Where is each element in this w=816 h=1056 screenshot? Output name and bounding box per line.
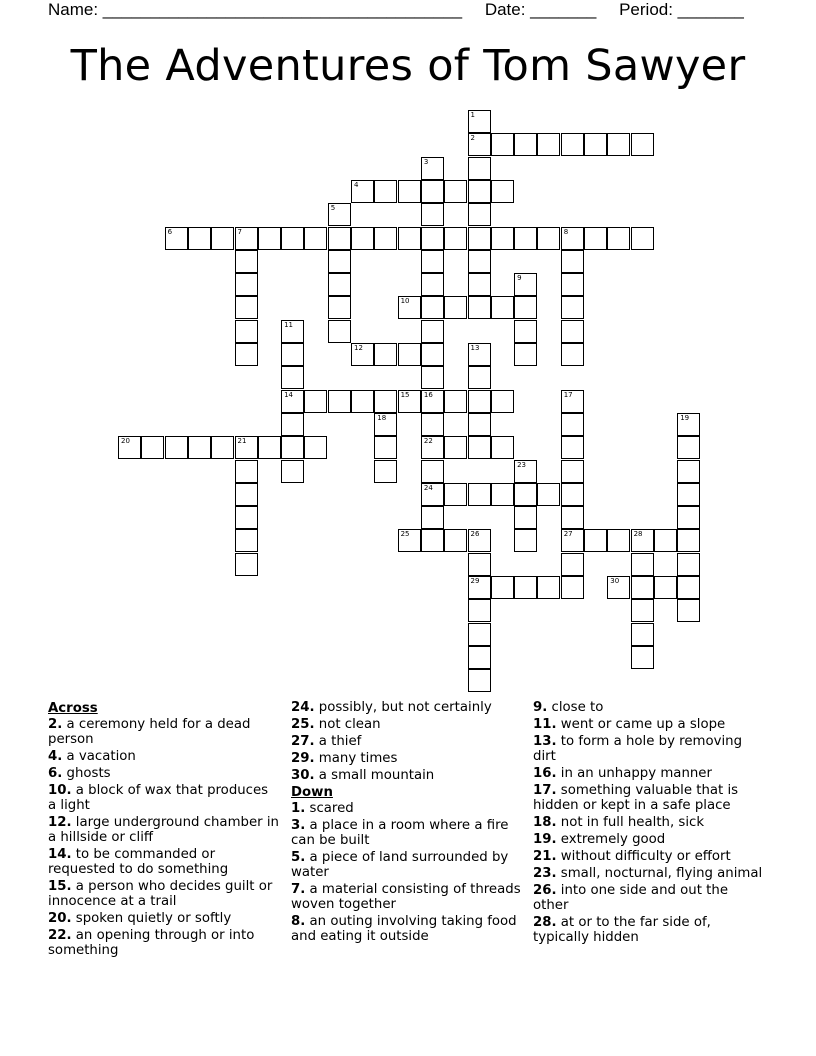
grid-cell[interactable] — [444, 227, 467, 250]
clue-number: 23. — [533, 866, 557, 881]
grid-cell[interactable] — [444, 529, 467, 552]
grid-cell[interactable] — [118, 436, 141, 459]
grid-cell[interactable] — [421, 203, 444, 226]
down-clue — [533, 915, 765, 945]
down-clue — [533, 766, 765, 781]
clue-text: large underground chamber in a hillside or cliff — [48, 815, 279, 845]
grid-cell[interactable] — [235, 460, 258, 483]
grid-cell[interactable] — [281, 366, 304, 389]
grid-cell[interactable] — [468, 227, 491, 250]
grid-cell[interactable] — [468, 133, 491, 156]
grid-cell[interactable] — [468, 599, 491, 622]
grid-cell[interactable] — [188, 227, 211, 250]
clue-text: not clean — [314, 717, 381, 732]
grid-cell[interactable] — [514, 483, 537, 506]
grid-cell[interactable] — [491, 576, 514, 599]
grid-cell[interactable] — [491, 436, 514, 459]
grid-cell[interactable] — [537, 576, 560, 599]
grid-cell[interactable] — [537, 227, 560, 250]
grid-cell[interactable] — [468, 646, 491, 669]
grid-cell[interactable] — [235, 343, 258, 366]
cell-number: 18 — [377, 413, 387, 422]
clue-number: 11. — [533, 717, 557, 732]
grid-cell[interactable] — [304, 436, 327, 459]
grid-cell[interactable] — [328, 320, 351, 343]
down-clue — [291, 914, 523, 944]
clue-number: 21. — [533, 849, 557, 864]
grid-cell[interactable] — [235, 320, 258, 343]
grid-cell[interactable] — [281, 460, 304, 483]
cell-number: 25 — [400, 530, 410, 539]
grid-cell[interactable] — [468, 366, 491, 389]
clue-text: a block of wax that produces a light — [48, 783, 269, 813]
clue-text: a vacation — [62, 749, 136, 764]
grid-cell[interactable] — [235, 296, 258, 319]
cell-number: 3 — [423, 157, 429, 166]
down-clue — [533, 832, 765, 847]
grid-cell[interactable] — [491, 390, 514, 413]
down-clue — [291, 850, 523, 880]
cell-number: 10 — [400, 297, 410, 306]
grid-cell[interactable] — [561, 436, 584, 459]
period-field[interactable]: Period: _______ — [619, 0, 744, 19]
clue-text: to form a hole by removing dirt — [533, 734, 743, 764]
across-clue — [48, 717, 280, 747]
across-heading: Across — [48, 701, 98, 716]
clue-number: 1. — [291, 801, 306, 816]
grid-cell[interactable] — [561, 390, 584, 413]
grid-cell[interactable] — [584, 227, 607, 250]
grid-cell[interactable] — [141, 436, 164, 459]
clue-text: not in full health, sick — [556, 815, 705, 830]
cell-number: 19 — [680, 413, 690, 422]
clue-text: a place in a room where a fire can be built — [291, 818, 509, 848]
across-clue — [48, 783, 280, 813]
down-clue — [291, 818, 523, 848]
grid-cell[interactable] — [631, 133, 654, 156]
grid-cell[interactable] — [514, 320, 537, 343]
grid-cell[interactable] — [491, 227, 514, 250]
grid-cell[interactable] — [654, 576, 677, 599]
clue-number: 17. — [533, 783, 557, 798]
clue-text: a small mountain — [314, 768, 435, 783]
grid-cell[interactable] — [444, 296, 467, 319]
grid-cell[interactable] — [281, 413, 304, 436]
grid-cell[interactable] — [281, 390, 304, 413]
across-clue — [48, 928, 280, 958]
cell-number: 16 — [423, 390, 433, 399]
cell-number: 28 — [633, 530, 643, 539]
grid-cell[interactable] — [281, 227, 304, 250]
grid-cell[interactable] — [281, 320, 304, 343]
cell-number: 8 — [563, 227, 569, 236]
clue-number: 18. — [533, 815, 557, 830]
grid-cell[interactable] — [281, 436, 304, 459]
grid-cell[interactable] — [421, 436, 444, 459]
grid-cell[interactable] — [561, 227, 584, 250]
cell-number: 17 — [563, 390, 573, 399]
grid-cell[interactable] — [258, 436, 281, 459]
grid-cell[interactable] — [421, 227, 444, 250]
grid-cell[interactable] — [235, 436, 258, 459]
clue-text: scared — [305, 801, 354, 816]
clue-number: 2. — [48, 717, 63, 732]
grid-cell[interactable] — [188, 436, 211, 459]
grid-cell[interactable] — [677, 413, 700, 436]
cell-number: 24 — [423, 483, 433, 492]
grid-cell[interactable] — [677, 436, 700, 459]
grid-cell[interactable] — [421, 296, 444, 319]
grid-cell[interactable] — [468, 250, 491, 273]
clue-text: without difficulty or effort — [556, 849, 731, 864]
grid-cell[interactable] — [421, 460, 444, 483]
grid-cell[interactable] — [444, 390, 467, 413]
grid-cell[interactable] — [631, 599, 654, 622]
cell-number: 1 — [470, 111, 475, 119]
clue-text: a ceremony held for a dead person — [48, 717, 251, 747]
grid-cell[interactable] — [374, 227, 397, 250]
grid-cell[interactable] — [398, 227, 421, 250]
clue-number: 20. — [48, 911, 72, 926]
grid-cell[interactable] — [165, 436, 188, 459]
clue-number: 28. — [533, 915, 557, 930]
grid-cell[interactable] — [491, 180, 514, 203]
grid-cell[interactable] — [468, 157, 491, 180]
grid-cell[interactable] — [561, 529, 584, 552]
grid-cell[interactable] — [235, 250, 258, 273]
grid-cell[interactable] — [631, 646, 654, 669]
down-clue — [533, 815, 765, 830]
clue-text: ghosts — [62, 766, 111, 781]
grid-cell[interactable] — [351, 180, 374, 203]
grid-cell[interactable] — [235, 483, 258, 506]
clue-number: 26. — [533, 883, 557, 898]
down-clue — [533, 866, 765, 881]
grid-cell[interactable] — [304, 390, 327, 413]
grid-cell[interactable] — [374, 343, 397, 366]
grid-cell[interactable] — [421, 413, 444, 436]
across-clue — [291, 768, 523, 783]
down-clue — [291, 882, 523, 912]
grid-cell[interactable] — [514, 576, 537, 599]
clue-number: 27. — [291, 734, 315, 749]
grid-cell[interactable] — [561, 413, 584, 436]
cell-number: 5 — [330, 204, 336, 213]
clue-number: 9. — [533, 700, 548, 715]
grid-cell[interactable] — [677, 529, 700, 552]
down-heading: Down — [291, 785, 333, 800]
cell-number: 6 — [167, 227, 173, 236]
grid-cell[interactable] — [677, 460, 700, 483]
clue-text: went or came up a slope — [556, 717, 726, 732]
grid-cell[interactable] — [468, 576, 491, 599]
grid-cell[interactable] — [374, 460, 397, 483]
grid-cell[interactable] — [561, 343, 584, 366]
clue-number: 14. — [48, 847, 72, 862]
across-clue — [48, 766, 280, 781]
cell-number: 4 — [354, 180, 359, 189]
grid-cell[interactable] — [398, 529, 421, 552]
grid-cell[interactable] — [514, 273, 537, 296]
grid-cell[interactable] — [444, 180, 467, 203]
clue-number: 29. — [291, 751, 315, 766]
cell-number: 7 — [237, 227, 242, 236]
clue-text: into one side and out the other — [533, 883, 728, 913]
grid-cell[interactable] — [421, 343, 444, 366]
grid-cell[interactable] — [468, 436, 491, 459]
puzzle-title: The Adventures of Tom Sawyer — [70, 41, 746, 91]
grid-cell[interactable] — [631, 529, 654, 552]
grid-cell[interactable] — [514, 227, 537, 250]
clue-number: 6. — [48, 766, 63, 781]
grid-cell[interactable] — [607, 227, 630, 250]
grid-cell[interactable] — [537, 133, 560, 156]
cell-number: 20 — [121, 437, 130, 446]
clues-column-1 — [48, 700, 280, 960]
grid-cell[interactable] — [631, 623, 654, 646]
grid-cell[interactable] — [607, 529, 630, 552]
grid-cell[interactable] — [235, 227, 258, 250]
grid-cell[interactable] — [468, 343, 491, 366]
grid-cell[interactable] — [328, 227, 351, 250]
grid-cell[interactable] — [677, 599, 700, 622]
grid-cell[interactable] — [468, 623, 491, 646]
grid-cell[interactable] — [607, 576, 630, 599]
cell-number: 13 — [470, 344, 480, 352]
clue-text: to be commanded or requested to do something — [48, 847, 229, 877]
grid-cell[interactable] — [514, 296, 537, 319]
grid-cell[interactable] — [398, 343, 421, 366]
grid-cell[interactable] — [421, 157, 444, 180]
grid-cell[interactable] — [468, 413, 491, 436]
date-field[interactable]: Date: _______ — [484, 0, 597, 19]
clues-column-3 — [533, 700, 765, 947]
grid-cell[interactable] — [444, 483, 467, 506]
grid-cell[interactable] — [165, 227, 188, 250]
grid-cell[interactable] — [328, 250, 351, 273]
grid-cell[interactable] — [328, 390, 351, 413]
grid-cell[interactable] — [631, 576, 654, 599]
grid-cell[interactable] — [374, 436, 397, 459]
grid-cell[interactable] — [421, 506, 444, 529]
grid-cell[interactable] — [398, 180, 421, 203]
grid-cell[interactable] — [514, 460, 537, 483]
clue-number: 25. — [291, 717, 315, 732]
cell-number: 2 — [470, 134, 475, 143]
grid-cell[interactable] — [584, 529, 607, 552]
grid-cell[interactable] — [561, 483, 584, 506]
clue-number: 3. — [291, 818, 306, 833]
across-clue — [48, 847, 280, 877]
clue-number: 30. — [291, 768, 315, 783]
clue-number: 8. — [291, 914, 306, 929]
grid-cell[interactable] — [561, 460, 584, 483]
grid-cell[interactable] — [514, 133, 537, 156]
cell-number: 23 — [517, 460, 527, 469]
clue-number: 12. — [48, 815, 72, 830]
grid-cell[interactable] — [468, 669, 491, 692]
clue-text: a material consisting of threads woven together — [291, 882, 521, 912]
clue-number: 22. — [48, 928, 72, 943]
grid-cell[interactable] — [468, 390, 491, 413]
cell-number: 27 — [563, 530, 573, 539]
clue-number: 16. — [533, 766, 557, 781]
grid-cell[interactable] — [328, 296, 351, 319]
grid-cell[interactable] — [561, 576, 584, 599]
down-clue — [533, 700, 765, 715]
clue-number: 19. — [533, 832, 557, 847]
grid-cell[interactable] — [421, 483, 444, 506]
clue-text: close to — [547, 700, 604, 715]
grid-cell[interactable] — [677, 483, 700, 506]
down-clue — [533, 883, 765, 913]
grid-cell[interactable] — [491, 483, 514, 506]
clue-text: at or to the far side of, typically hidden — [533, 915, 711, 945]
grid-cell[interactable] — [468, 203, 491, 226]
grid-cell[interactable] — [468, 296, 491, 319]
grid-cell[interactable] — [328, 273, 351, 296]
grid-cell[interactable] — [421, 390, 444, 413]
across-clue — [48, 815, 280, 845]
cell-number: 12 — [354, 344, 363, 352]
across-clue — [48, 749, 280, 764]
grid-cell[interactable] — [374, 180, 397, 203]
grid-cell[interactable] — [374, 390, 397, 413]
grid-cell[interactable] — [561, 553, 584, 576]
grid-cell[interactable] — [351, 390, 374, 413]
grid-cell[interactable] — [561, 296, 584, 319]
clue-text: a person who decides guilt or innocence at a trail — [48, 879, 273, 909]
clue-text: spoken quietly or softly — [71, 911, 232, 926]
grid-cell[interactable] — [468, 110, 491, 133]
clue-number: 13. — [533, 734, 557, 749]
grid-cell[interactable] — [421, 180, 444, 203]
clue-text: something valuable that is hidden or kept in a safe place — [533, 783, 739, 813]
across-clue — [291, 717, 523, 732]
grid-cell[interactable] — [235, 273, 258, 296]
clue-text: an outing involving taking food and eating it outside — [291, 914, 517, 944]
clue-number: 5. — [291, 850, 306, 865]
grid-cell[interactable] — [561, 133, 584, 156]
grid-cell[interactable] — [491, 296, 514, 319]
down-clue — [291, 801, 523, 816]
grid-cell[interactable] — [421, 250, 444, 273]
clue-text: an opening through or into something — [48, 928, 255, 958]
grid-cell[interactable] — [631, 227, 654, 250]
grid-cell[interactable] — [398, 390, 421, 413]
grid-cell[interactable] — [654, 529, 677, 552]
clue-number: 4. — [48, 749, 63, 764]
cell-number: 21 — [237, 437, 247, 446]
grid-cell[interactable] — [468, 553, 491, 576]
cell-number: 26 — [470, 530, 480, 539]
down-clue — [533, 734, 765, 764]
grid-cell[interactable] — [304, 227, 327, 250]
clue-number: 24. — [291, 700, 315, 715]
across-clue — [48, 911, 280, 926]
grid-cell[interactable] — [537, 483, 560, 506]
cell-number: 11 — [284, 320, 294, 329]
grid-cell[interactable] — [561, 250, 584, 273]
clue-text: many times — [314, 751, 398, 766]
clue-text: in an unhappy manner — [556, 766, 712, 781]
grid-cell[interactable] — [677, 553, 700, 576]
clue-text: a thief — [314, 734, 362, 749]
cell-number: 29 — [470, 577, 480, 585]
grid-cell[interactable] — [561, 273, 584, 296]
clue-text: possibly, but not certainly — [314, 700, 492, 715]
down-clue — [533, 783, 765, 813]
grid-cell[interactable] — [468, 529, 491, 552]
grid-cell[interactable] — [561, 320, 584, 343]
down-clue — [533, 717, 765, 732]
cell-number: 14 — [284, 390, 294, 399]
clue-text: small, nocturnal, flying animal — [556, 866, 763, 881]
grid-cell[interactable] — [235, 553, 258, 576]
clue-number: 15. — [48, 879, 72, 894]
grid-cell[interactable] — [211, 436, 234, 459]
grid-cell[interactable] — [468, 180, 491, 203]
clue-number: 7. — [291, 882, 306, 897]
grid-cell[interactable] — [421, 366, 444, 389]
clues-column-2 — [291, 700, 523, 946]
grid-cell[interactable] — [514, 506, 537, 529]
grid-cell[interactable] — [398, 296, 421, 319]
cell-number: 9 — [517, 274, 522, 283]
grid-cell[interactable] — [468, 483, 491, 506]
grid-cell[interactable] — [235, 529, 258, 552]
grid-cell[interactable] — [351, 227, 374, 250]
across-clue — [48, 879, 280, 909]
cell-number: 30 — [610, 577, 620, 585]
grid-cell[interactable] — [584, 133, 607, 156]
grid-cell[interactable] — [514, 529, 537, 552]
clue-text: extremely good — [556, 832, 666, 847]
across-clue — [291, 734, 523, 749]
clue-text: a piece of land surrounded by water — [291, 850, 509, 880]
grid-cell[interactable] — [235, 506, 258, 529]
down-clue — [533, 849, 765, 864]
grid-cell[interactable] — [444, 436, 467, 459]
clue-number: 10. — [48, 783, 72, 798]
cell-number: 15 — [400, 390, 410, 399]
grid-cell[interactable] — [677, 576, 700, 599]
across-clue — [291, 700, 523, 715]
grid-cell[interactable] — [561, 506, 584, 529]
grid-cell[interactable] — [468, 273, 491, 296]
grid-cell[interactable] — [607, 133, 630, 156]
across-clue — [291, 751, 523, 766]
grid-cell[interactable] — [421, 273, 444, 296]
grid-cell[interactable] — [328, 203, 351, 226]
grid-cell[interactable] — [258, 227, 281, 250]
grid-cell[interactable] — [421, 529, 444, 552]
grid-cell[interactable] — [374, 413, 397, 436]
grid-cell[interactable] — [631, 553, 654, 576]
grid-cell[interactable] — [351, 343, 374, 366]
cell-number: 22 — [423, 437, 433, 446]
grid-cell[interactable] — [491, 133, 514, 156]
grid-cell[interactable] — [677, 506, 700, 529]
grid-cell[interactable] — [514, 343, 537, 366]
name-field[interactable]: Name: ______________________________________ — [48, 0, 463, 19]
grid-cell[interactable] — [421, 320, 444, 343]
grid-cell[interactable] — [211, 227, 234, 250]
grid-cell[interactable] — [281, 343, 304, 366]
